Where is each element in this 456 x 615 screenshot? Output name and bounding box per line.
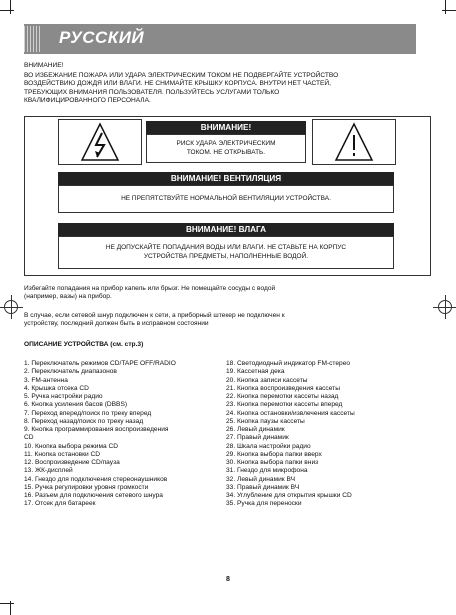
moisture-warning-title: ВНИМАНИЕ! ВЛАГА [58,223,394,236]
page-title: РУССКИЙ [59,28,145,47]
list-item: 3. FM-антенна [24,376,68,384]
crop-mark [10,601,11,615]
exclamation-triangle-icon [313,120,395,164]
list-item: 31. Гнездо для микрофона [226,467,308,475]
intro-line: ВОЗДЕЙСТВИЮ ДОЖДЯ ИЛИ ВЛАГИ. НЕ СНИМАЙТЕ КРЫШКУ КОРПУСА. ВНУТРИ НЕТ ЧАСТЕЙ, [24,80,332,88]
shock-warning-title: ВНИМАНИЕ! [146,121,306,134]
lightning-triangle-icon [59,120,141,164]
list-item: 28. Шкала настройки радио [226,442,311,450]
list-item: 24. Кнопка остановки/извлечения кассеты [226,409,355,417]
crop-mark [10,0,11,14]
section-title: ОПИСАНИЕ УСТРОЙСТВА (см. стр.3) [24,341,144,348]
paragraph-line: (например, вазы) на прибор. [24,293,112,301]
list-item: 17. Отсек для батареек [24,500,96,508]
splash-paragraph [24,285,424,301]
crop-mark [445,0,446,14]
moisture-warning-line: УСТРОЙСТВА ПРЕДМЕТЫ, НАПОЛНЕННЫЕ ВОДОЙ. [143,252,309,260]
list-item: 13. ЖК-дисплей [24,467,73,475]
list-item: 1. Переключатель режимов CD/TAPE OFF/RADIO [24,360,176,367]
header-ruler-pattern [24,26,40,52]
ventilation-warning-title: ВНИМАНИЕ! ВЕНТИЛЯЦИЯ [58,172,394,185]
paragraph-line: В случае, если сетевой шнур подключен к сети, а приборный штекер не подключен к [24,312,285,319]
list-item: 32. Левый динамик ВЧ [226,475,296,483]
list-item: 11. Кнопка остановки CD [24,450,101,458]
crop-mark [0,603,14,604]
shock-warning-body [146,134,306,163]
list-item: 20. Кнопка записи кассеты [226,376,308,384]
list-item: 5. Ручка настройки радио [24,393,103,400]
power-cord-paragraph [24,312,424,328]
ventilation-warning-text: НЕ ПРЕПЯТСТВУЙТЕ НОРМАЛЬНОЙ ВЕНТИЛЯЦИИ УСТРОЙСТВА. [121,194,331,202]
list-item: 35. Ручка для переноски [226,500,302,508]
exclamation-warning-box [312,119,396,165]
list-item: 10. Кнопка выбора режима CD [24,442,119,450]
moisture-warning-body [58,236,394,269]
shock-warning-line: РИСК УДАРА ЭЛЕКТРИЧЕСКИМ [176,140,276,148]
list-item: 15. Ручка регулировки уровня громкости [24,483,149,491]
list-item: 21. Кнопка воспроизведения кассеты [226,384,340,392]
list-item: 6. Кнопка усиления басов (DBBS) [24,401,128,409]
list-item: 26. Левый динамик [226,426,285,433]
list-item: 23. Кнопка перемотки кассеты вперед [226,401,343,409]
ventilation-warning-body [58,185,394,213]
list-item: 30. Кнопка выбора папки вниз [226,459,319,466]
list-item: 8. Переход назад/поиск по треку назад [24,417,144,425]
list-item: 4. Крышка отсека CD [24,384,89,392]
shock-warning-line: ТОКОМ. НЕ ОТКРЫВАТЬ. [186,148,266,156]
list-item: 16. Разъем для подключения сетевого шнура [24,492,163,499]
registration-mark [438,300,452,314]
list-item: 19. Кассетная дека [226,368,285,376]
list-item: 33. Правый динамик ВЧ [226,483,300,491]
parts-list-left [24,360,176,509]
registration-mark [4,300,18,314]
list-item: 9. Кнопка программирования воспроизведения [24,426,169,433]
list-item: 12. Воспроизведение CD/пауза [24,459,120,466]
intro-line: КВАЛИФИЦИРОВАННОГО ПЕРСОНАЛА. [24,96,151,104]
list-item: 34. Углубление для открытия крышки CD [226,492,352,499]
lightning-warning-box [58,119,142,165]
list-item: 18. Светодиодный индикатор FM-стерео [226,360,351,367]
intro-warning [24,62,424,105]
paragraph-line: устройству, последний должен быть в исправном состоянии [24,320,209,328]
list-item: 14. Гнездо для подключения стереонаушников [24,475,168,483]
page-number: 8 [226,576,230,583]
intro-line: ТРЕБУЮЩИХ ВНИМАНИЯ ПОЛЬЗОВАТЕЛЯ. ПОЛЬЗУЙТЕСЬ УСЛУГАМИ ТОЛЬКО [24,88,280,96]
paragraph-line: Избегайте попадания на прибор капель или брызг. Не помещайте сосуды с водой [24,285,276,292]
list-item: 22. Кнопка перемотки кассеты назад [226,393,339,400]
crop-mark [0,10,14,11]
moisture-warning-line: НЕ ДОПУСКАЙТЕ ПОПАДАНИЯ ВОДЫ ИЛИ ВЛАГИ. НЕ СТАВЬТЕ НА КОРПУС [105,244,347,252]
intro-line: ВО ИЗБЕЖАНИЕ ПОЖАРА ИЛИ УДАРА ЭЛЕКТРИЧЕСКИМ ТОКОМ НЕ ПОДВЕРГАЙТЕ УСТРОЙСТВО [24,72,339,80]
list-item: 7. Переход вперед/поиск по треку вперед [24,409,152,417]
list-item: 27. Правый динамик [226,434,289,442]
intro-label: ВНИМАНИЕ! [24,62,64,69]
list-item: 25. Кнопка паузы кассеты [226,417,305,425]
list-item: 29. Кнопка выбора папки вверх [226,450,322,458]
list-item: CD [24,434,34,442]
list-item: 2. Переключатель диапазонов [24,368,117,376]
parts-list-right [226,360,355,509]
